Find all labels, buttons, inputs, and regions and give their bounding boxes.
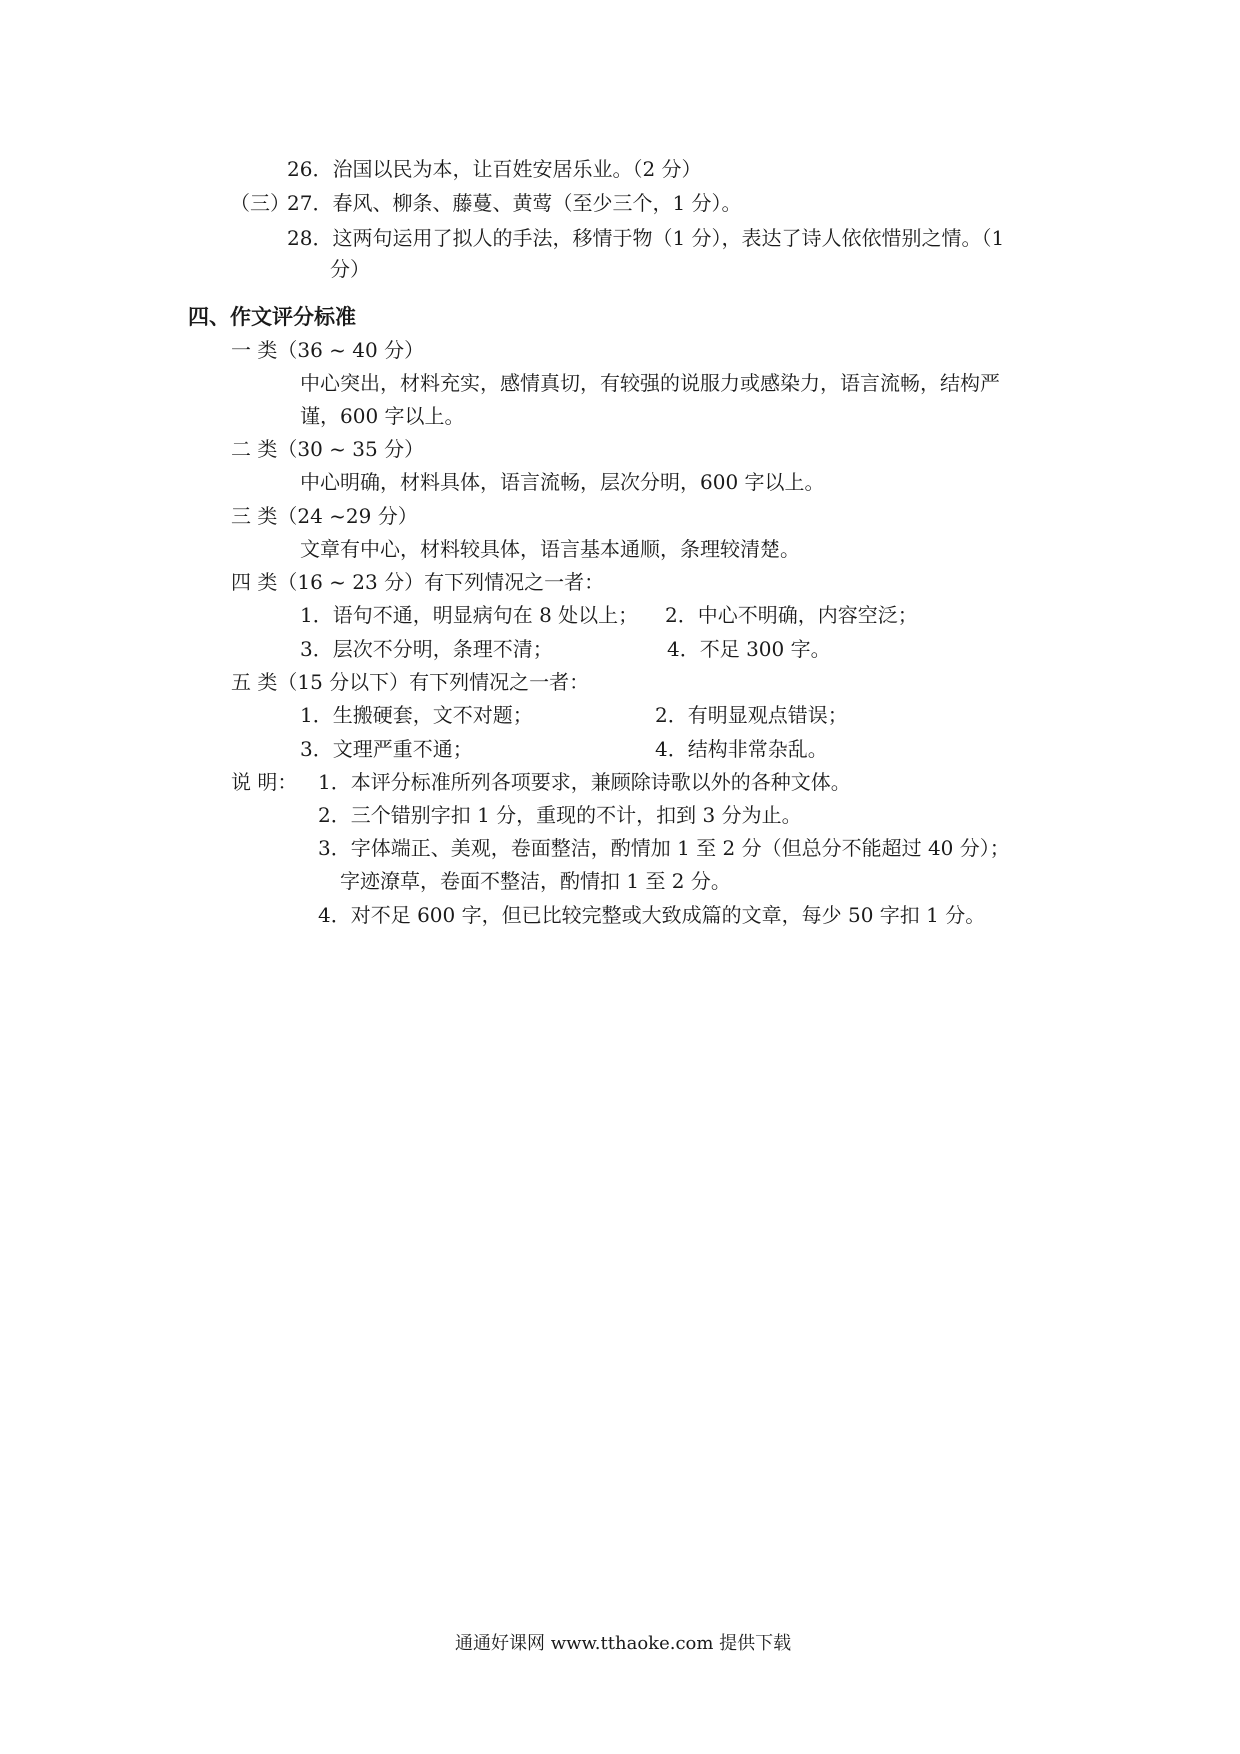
answer-26: 26．治国以民为本，让百姓安居乐业。（2 分） — [287, 157, 702, 181]
class5-item: 2．有明显观点错误； — [655, 703, 848, 727]
class4-title: 四 类（16 ~ 23 分）有下列情况之一者： — [231, 570, 605, 594]
answer-28-line1: 28．这两句运用了拟人的手法，移情于物（1 分），表达了诗人依依惜别之情。（1 — [287, 226, 1005, 250]
class5-item: 4．结构非常杂乱。 — [655, 737, 828, 761]
class3-title: 三 类（24 ~29 分） — [231, 504, 418, 528]
class3-desc: 文章有中心，材料较具体，语言基本通顺，条理较清楚。 — [300, 537, 800, 561]
note-3-line1: 3．字体端正、美观，卷面整洁，酌情加 1 至 2 分（但总分不能超过 40 分）； — [318, 836, 1010, 860]
class4-item: 3．层次不分明，条理不清； — [300, 637, 553, 661]
class2-desc: 中心明确，材料具体，语言流畅，层次分明，600 字以上。 — [300, 470, 825, 494]
class5-item: 3．文理严重不通； — [300, 737, 473, 761]
answer-28-line2: 分） — [330, 257, 370, 281]
class5-item: 1．生搬硬套，文不对题； — [300, 703, 533, 727]
section-three-marker: （三） — [230, 191, 290, 215]
note-4: 4．对不足 600 字，但已比较完整或大致成篇的文章，每少 50 字扣 1 分。 — [318, 903, 986, 927]
class4-item: 2．中心不明确，内容空泛； — [665, 603, 918, 627]
class2-title: 二 类（30 ~ 35 分） — [231, 437, 425, 461]
class1-desc-line2: 谨，600 字以上。 — [300, 404, 465, 428]
notes-label: 说 明： — [231, 770, 298, 794]
class4-item: 4．不足 300 字。 — [667, 637, 831, 661]
note-1: 1．本评分标准所列各项要求，兼顾除诗歌以外的各种文体。 — [318, 770, 851, 794]
note-2: 2．三个错别字扣 1 分，重现的不计，扣到 3 分为止。 — [318, 803, 802, 827]
section-heading-essay: 四、作文评分标准 — [188, 305, 356, 329]
answer-27: 27．春风、柳条、藤蔓、黄莺（至少三个，1 分）。 — [287, 191, 742, 215]
class4-item: 1．语句不通，明显病句在 8 处以上； — [300, 603, 639, 627]
class1-desc-line1: 中心突出，材料充实，感情真切，有较强的说服力或感染力，语言流畅，结构严 — [300, 371, 1000, 395]
class1-title: 一 类（36 ~ 40 分） — [231, 338, 425, 362]
class5-title: 五 类（15 分以下）有下列情况之一者： — [231, 670, 590, 694]
page-footer: 通通好课网 www.tthaoke.com 提供下载 — [455, 1633, 792, 1654]
note-3-line2: 字迹潦草，卷面不整洁，酌情扣 1 至 2 分。 — [340, 869, 731, 893]
